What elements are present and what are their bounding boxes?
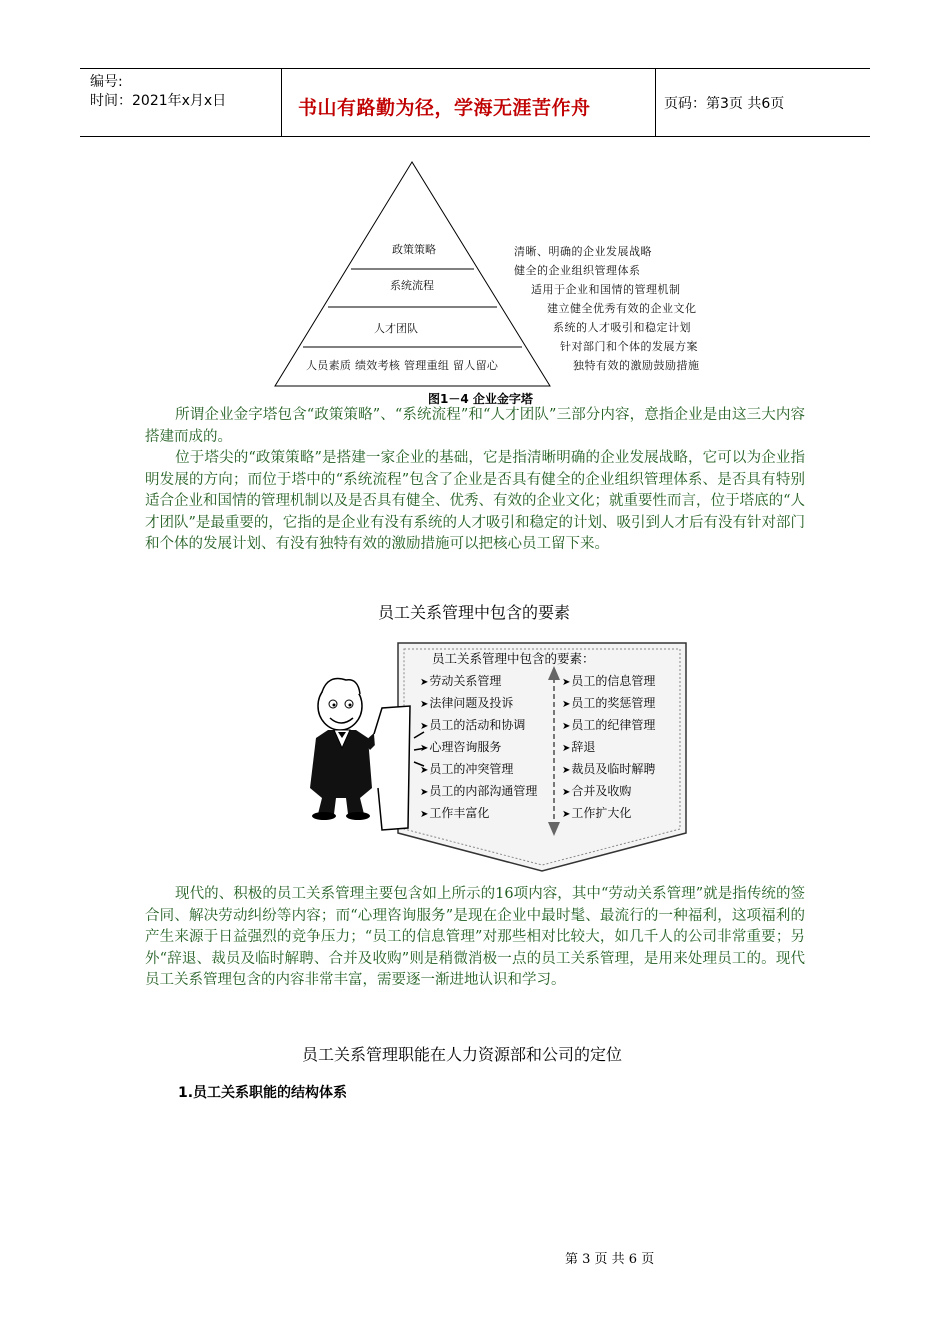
element-left-4-text: 心理咨询服务 xyxy=(429,740,502,754)
pyramid-desc-4: 建立健全优秀有效的企业文化 xyxy=(547,302,697,315)
header-page-label: 页码：第3页 共6页 xyxy=(664,96,785,112)
element-right-6 xyxy=(562,782,631,799)
pyramid-desc-3: 适用于企业和国情的管理机制 xyxy=(531,283,681,296)
element-left-3 xyxy=(420,716,525,733)
page-footer: 第 3 页 共 6 页 xyxy=(565,1252,655,1267)
enterprise-pyramid-figure xyxy=(270,155,720,390)
element-left-5-text: 员工的冲突管理 xyxy=(429,762,514,776)
element-right-4-text: 辞退 xyxy=(571,740,596,754)
bullet-arrow-icon: ➤ xyxy=(420,743,429,754)
subsection-title-structure: 1.员工关系职能的结构体系 xyxy=(178,1085,348,1101)
paragraph-pyramid-detail xyxy=(145,448,805,556)
bullet-arrow-icon: ➤ xyxy=(420,677,429,688)
pyramid-level-process: 系统流程 xyxy=(390,279,434,292)
pyramid-desc-6: 针对部门和个体的发展方案 xyxy=(560,340,698,353)
header-bottom-rule xyxy=(80,136,870,137)
bullet-arrow-icon: ➤ xyxy=(562,809,571,820)
pyramid-outline xyxy=(275,162,550,386)
pyramid-desc-1: 清晰、明确的企业发展战略 xyxy=(514,245,652,258)
element-left-5 xyxy=(420,760,513,777)
bullet-arrow-icon: ➤ xyxy=(420,721,429,732)
bullet-arrow-icon: ➤ xyxy=(420,699,429,710)
paragraph-pyramid-detail-text: 位于塔尖的“政策策略”是搭建一家企业的基础，它是指清晰明确的企业发展战略，它可以为企业指明发展的方向；而位于塔中的“系统流程”包含了企业是否具有健全的企业组织管理体系、是否具有特别适合企业和国情的管理机制以及是否具有健全、优秀、有效的企业文化；就重要性而言，位于塔底的“人才团队”是最重要的，它指的是企业有没有系统的人才吸引和稳定的计划、吸引到人才后有没有针对部门和个体的发展计划、有没有独特有效的激励措施可以把核心员工留下来。 xyxy=(145,450,805,552)
pyramid-level-team: 人才团队 xyxy=(374,322,418,335)
element-right-3 xyxy=(562,716,655,733)
bullet-arrow-icon: ➤ xyxy=(420,765,429,776)
element-right-5 xyxy=(562,760,655,777)
element-right-1 xyxy=(562,672,655,689)
paragraph-pyramid-intro-text: 所谓企业金字塔包含“政策策略”、“系统流程”和“人才团队”三部分内容，意指企业是由这三大内容搭建而成的。 xyxy=(145,407,805,445)
header-time-label: 时间：2021年x月x日 xyxy=(90,93,227,109)
section-title-elements: 员工关系管理中包含的要素 xyxy=(378,603,571,622)
pyramid-level-policy: 政策策略 xyxy=(392,243,436,256)
bullet-arrow-icon: ➤ xyxy=(562,721,571,732)
paragraph-elements-detail xyxy=(145,884,805,992)
pyramid-caption: 图1－4 企业金字塔 xyxy=(428,392,533,406)
element-left-6-text: 员工的内部沟通管理 xyxy=(429,784,538,798)
element-left-4 xyxy=(420,738,501,755)
bullet-arrow-icon: ➤ xyxy=(562,699,571,710)
element-right-3-text: 员工的纪律管理 xyxy=(571,718,656,732)
element-right-2-text: 员工的奖惩管理 xyxy=(571,696,656,710)
bullet-arrow-icon: ➤ xyxy=(562,677,571,688)
element-left-6 xyxy=(420,782,537,799)
element-left-2 xyxy=(420,694,513,711)
element-left-1-text: 劳动关系管理 xyxy=(429,674,502,688)
element-left-7-text: 工作丰富化 xyxy=(429,806,490,820)
pyramid-desc-5: 系统的人才吸引和稳定计划 xyxy=(553,321,691,334)
pyramid-base-row: 人员素质 绩效考核 管理重组 留人留心 xyxy=(306,359,499,372)
element-right-5-text: 裁员及临时解聘 xyxy=(571,762,656,776)
element-right-1-text: 员工的信息管理 xyxy=(571,674,656,688)
element-left-2-text: 法律问题及投诉 xyxy=(429,696,514,710)
header-number-label: 编号: xyxy=(90,74,123,90)
pyramid-desc-7: 独特有效的激励鼓励措施 xyxy=(573,359,700,372)
element-left-3-text: 员工的活动和协调 xyxy=(429,718,526,732)
header-divider-right xyxy=(655,68,656,136)
header-motto: 书山有路勤为径，学海无涯苦作舟 xyxy=(298,97,591,119)
section-title-positioning: 员工关系管理职能在人力资源部和公司的定位 xyxy=(302,1045,623,1064)
element-right-4 xyxy=(562,738,595,755)
paragraph-pyramid-intro xyxy=(145,405,805,448)
header-top-rule xyxy=(80,68,870,69)
paragraph-elements-detail-text: 现代的、积极的员工关系管理主要包含如上所示的16项内容，其中“劳动关系管理”就是指传统的签合同、解决劳动纠纷等内容；而“心理咨询服务”是现在企业中最时髦、最流行的一种福利，这项福利的产生来源于日益强烈的竞争压力；“员工的信息管理”对那些相对比较大，如几千人的公司非常重要；另外“辞退、裁员及临时解聘、合并及收购”则是稍微消极一点的员工关系管理，是用来处理员工的。现代员工关系管理包含的内容非常丰富，需要逐一渐进地认识和学习。 xyxy=(145,886,805,988)
element-left-7 xyxy=(420,804,489,821)
element-right-6-text: 合并及收购 xyxy=(571,784,632,798)
element-left-1 xyxy=(420,672,501,689)
bullet-arrow-icon: ➤ xyxy=(562,743,571,754)
bullet-arrow-icon: ➤ xyxy=(420,787,429,798)
element-right-2 xyxy=(562,694,655,711)
bullet-arrow-icon: ➤ xyxy=(562,787,571,798)
header-divider-left xyxy=(281,68,282,136)
element-right-7-text: 工作扩大化 xyxy=(571,806,632,820)
bullet-arrow-icon: ➤ xyxy=(562,765,571,776)
elements-box-title: 员工关系管理中包含的要素： xyxy=(432,651,595,666)
bullet-arrow-icon: ➤ xyxy=(420,809,429,820)
element-right-7 xyxy=(562,804,631,821)
pyramid-desc-2: 健全的企业组织管理体系 xyxy=(514,264,641,277)
